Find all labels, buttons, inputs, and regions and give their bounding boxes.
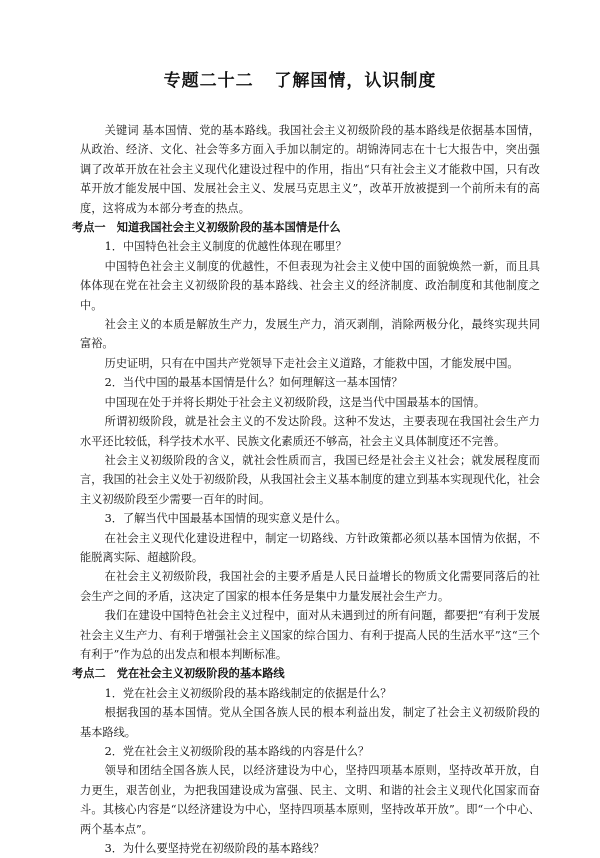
question-1-2: 2．当代中国的最基本国情是什么？如何理解这一基本国情？ xyxy=(104,376,403,390)
answer-2-2: 领导和团结全国各族人民，以经济建设为中心，坚持四项基本原则，坚持改革开放，自力更生，艰苦创业，为把我国建设成为富强、民主、文明、和谐的社会主义现代化国家而奋斗。其核心内容是“以经济建设为中心，坚持四项基本原则，坚持改革开放”。即“一个中心、两个基本点”。 xyxy=(80,764,540,836)
question-2-3: 3．为什么要坚持党在初级阶段的基本路线？ xyxy=(104,842,325,856)
answer-1-3: 在社会主义现代化建设进程中，制定一切路线、方针政策都必须以基本国情为依据，不能脱离实际、超越阶段。 xyxy=(80,531,540,564)
question-2-1: 1．党在社会主义初级阶段的基本路线制定的依据是什么？ xyxy=(104,686,392,700)
answer-1-2b: 所谓初级阶段，就是社会主义的不发达阶段。这种不发达，主要表现在我国社会生产力水平还比较低，科学技术水平、民族文化素质还不够高，社会主义具体制度还不完善。 xyxy=(80,415,540,448)
document-title: 专题二十二 了解国情，认识制度 xyxy=(163,71,437,91)
answer-1-1b: 社会主义的本质是解放生产力，发展生产力，消灭剥削，消除两极分化，最终实现共同富裕。 xyxy=(80,318,540,351)
question-1-1: 1．中国特色社会主义制度的优越性体现在哪里？ xyxy=(104,240,347,254)
section-heading-kp1: 考点一 知道我国社会主义初级阶段的基本国情是什么 xyxy=(72,221,341,235)
answer-2-1: 根据我国的基本国情。党从全国各族人民的根本利益出发，制定了社会主义初级阶段的基本路线。 xyxy=(80,706,540,739)
document-body xyxy=(72,121,540,858)
section-heading-kp2: 考点二 党在社会主义初级阶段的基本路线 xyxy=(72,667,285,681)
intro-paragraph: 关键词 基本国情、党的基本路线。我国社会主义初级阶段的基本路线是依据基本国情，从政治、经济、文化、社会等多方面入手加以制定的。胡锦涛同志在十七大报告中，突出强调了改革开放在社会主义现代化建设过程中的作用，指出“只有社会主义才能救中国，只有改革开放才能发展中国、发展社会主义、发展马克思主义”，改革开放被提到一个前所未有的高度，这将成为本部分考查的热点。 xyxy=(80,124,540,215)
answer-1-2: 中国现在处于并将长期处于社会主义初级阶段，这是当代中国最基本的国情。 xyxy=(104,395,486,409)
answer-1-1: 中国特色社会主义制度的优越性，不但表现为社会主义使中国的面貌焕然一新，而且具体体现在党在社会主义初级阶段的基本路线、社会主义的经济制度、政治制度和其他制度之中。 xyxy=(80,259,540,312)
question-2-2: 2．党在社会主义初级阶段的基本路线的内容是什么？ xyxy=(104,745,370,758)
answer-1-3b: 在社会主义初级阶段，我国社会的主要矛盾是人民日益增长的物质文化需要同落后的社会生产之间的矛盾，这决定了国家的根本任务是集中力量发展社会生产力。 xyxy=(80,570,540,603)
question-1-3: 3．了解当代中国最基本国情的现实意义是什么。 xyxy=(104,512,347,526)
answer-1-1c: 历史证明，只有在中国共产党领导下走社会主义道路，才能救中国，才能发展中国。 xyxy=(104,356,519,370)
answer-1-3c: 我们在建设中国特色社会主义过程中，面对从未遇到过的所有问题，都要把“有利于发展社会主义生产力、有利于增强社会主义国家的综合国力、有利于提高人民的生活水平”这“三个有利于”作为总的出发点和根本判断标准。 xyxy=(80,609,540,661)
answer-1-2c: 社会主义初级阶段的含义，就社会性质而言，我国已经是社会主义社会；就发展程度而言，我国的社会主义处于初级阶段，从我国社会主义基本制度的建立到基本实现现代化，社会主义初级阶段至少需要一百年的时间。 xyxy=(80,453,540,506)
